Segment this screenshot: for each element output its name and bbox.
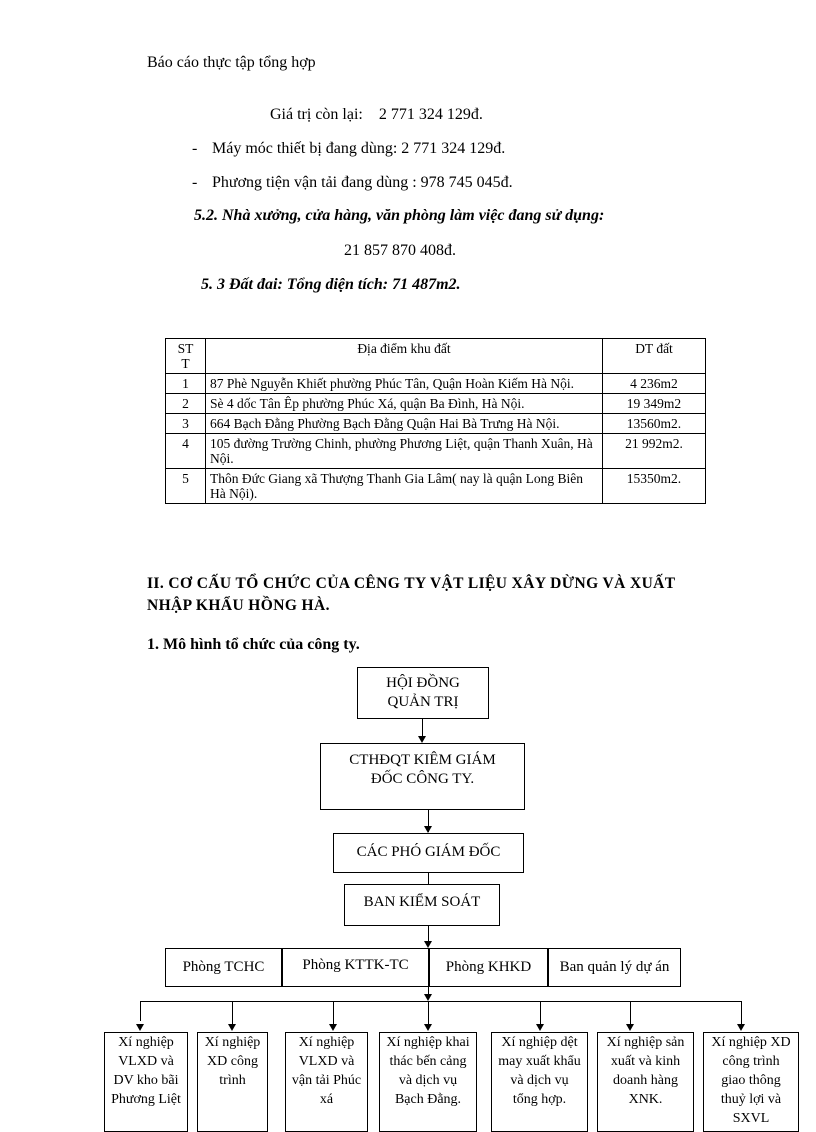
enterprise-line: Xí nghiệp XD	[711, 1035, 791, 1050]
section-2-heading-line1: II. CƠ CẤU TỔ CHỨC CỦA CÊNG TY VẬT LIỆU XÂY DỪNG VÀ XUẤT	[147, 575, 676, 592]
enterprise-box-7	[703, 1032, 799, 1132]
arrow-down-icon	[228, 1024, 236, 1031]
machinery-item	[192, 140, 505, 158]
dept-kttk-tc-box: Phòng KTTK-TC	[282, 948, 429, 987]
enterprise-line: DV kho bãi	[113, 1073, 179, 1088]
connector-line	[232, 1001, 233, 1025]
connector-line	[741, 1001, 742, 1025]
arrow-down-icon	[424, 994, 432, 1001]
row-area: 21 992m2.	[603, 434, 706, 469]
header-area: DT đất	[603, 339, 706, 374]
connector-line	[540, 1001, 541, 1025]
running-title: Báo cáo thực tập tổng hợp	[147, 54, 316, 71]
table-row	[166, 374, 706, 394]
horizontal-bus-line	[140, 1001, 742, 1002]
row-stt: 2	[166, 394, 206, 414]
section-5-3-heading: 5. 3 Đất đai: Tổng diện tích: 71 487m2.	[201, 276, 461, 293]
enterprise-line: Bạch Đằng.	[394, 1092, 462, 1107]
section-1-heading: 1. Mô hình tổ chức của công ty.	[147, 636, 360, 653]
table-row	[166, 434, 706, 469]
enterprise-line: Xí nghiệp	[298, 1035, 355, 1050]
machinery-text: Máy móc thiết bị đang dùng: 2 771 324 129đ.	[212, 140, 506, 157]
row-stt: 3	[166, 414, 206, 434]
enterprise-box-2	[197, 1032, 268, 1132]
remaining-value: Giá trị còn lại: 2 771 324 129đ.	[270, 106, 483, 123]
enterprise-line: XNK.	[628, 1092, 663, 1107]
connector-line	[140, 1001, 141, 1021]
enterprise-box-6	[597, 1032, 694, 1132]
board-line2: QUẢN TRỊ	[387, 694, 459, 710]
arrow-down-icon	[626, 1024, 634, 1031]
table-row	[166, 394, 706, 414]
enterprise-box-4	[379, 1032, 477, 1132]
row-area: 15350m2.	[603, 469, 706, 504]
enterprise-line: Xí nghiệp sản	[606, 1035, 685, 1050]
row-stt: 1	[166, 374, 206, 394]
enterprise-line: Xí nghiệp dệt	[501, 1035, 578, 1050]
row-area: 4 236m2	[603, 374, 706, 394]
deputies-box: CÁC PHÓ GIÁM ĐỐC	[333, 833, 524, 873]
arrow-down-icon	[424, 826, 432, 833]
land-table	[165, 338, 706, 504]
director-line1: CTHĐQT KIÊM GIÁM	[349, 752, 496, 768]
arrow-down-icon	[424, 941, 432, 948]
arrow-down-icon	[424, 1024, 432, 1031]
table-row	[166, 414, 706, 434]
connector-line	[333, 1001, 334, 1025]
row-location: 87 Phè Nguyễn Khiết phường Phúc Tân, Quận Hoàn Kiếm Hà Nội.	[206, 374, 603, 394]
connector-line	[428, 1001, 429, 1025]
connector-line	[630, 1001, 631, 1025]
dept-khkd-box: Phòng KHKD	[429, 948, 548, 987]
row-location: Thôn Đức Giang xã Thượng Thanh Gia Lâm( nay là quận Long Biên Hà Nội).	[206, 469, 603, 504]
enterprise-line: thuỷ lợi và	[720, 1092, 782, 1107]
enterprise-line: tổng hợp.	[512, 1092, 567, 1107]
row-location: Sè 4 dốc Tân Êp phường Phúc Xá, quận Ba Đình, Hà Nội.	[206, 394, 603, 414]
row-location: 664 Bạch Đằng Phường Bạch Đằng Quận Hai Bà Trưng Hà Nội.	[206, 414, 603, 434]
dept-project-mgmt-box: Ban quản lý dự án	[548, 948, 681, 987]
vehicles-item	[192, 174, 513, 192]
enterprise-box-5	[491, 1032, 588, 1132]
enterprise-line: SXVL	[732, 1111, 770, 1126]
header-location: Địa điểm khu đất	[206, 339, 603, 374]
enterprise-line: thác bến cảng	[389, 1054, 467, 1069]
enterprise-box-3	[285, 1032, 368, 1132]
enterprise-line: trình	[219, 1073, 246, 1088]
enterprise-line: vận tải Phúc	[291, 1073, 362, 1088]
enterprise-line: VLXD và	[298, 1054, 355, 1069]
enterprise-line: xá	[319, 1092, 334, 1107]
section-2-heading-line2: NHẬP KHẨU HỒNG HÀ.	[147, 597, 330, 614]
enterprise-line: xuất và kinh	[610, 1054, 681, 1069]
enterprise-line: giao thông	[721, 1073, 781, 1088]
enterprise-line: XD công	[207, 1054, 258, 1069]
row-area: 13560m2.	[603, 414, 706, 434]
enterprise-line: Xí nghiệp khai	[386, 1035, 470, 1050]
arrow-down-icon	[536, 1024, 544, 1031]
director-line2: ĐỐC CÔNG TY.	[370, 771, 475, 787]
enterprise-line: may xuất khẩu	[498, 1054, 581, 1069]
control-board-box: BAN KIỂM SOÁT	[344, 884, 500, 926]
header-stt: ST T	[166, 339, 206, 374]
vehicles-text: Phương tiện vận tải đang dùng : 978 745 045đ.	[212, 174, 513, 191]
section-5-2-value: 21 857 870 408đ.	[344, 242, 456, 259]
enterprise-line: và dịch vụ	[398, 1073, 458, 1088]
enterprise-line: doanh hàng	[613, 1073, 678, 1088]
enterprise-box-1	[104, 1032, 188, 1132]
enterprise-line: Xí nghiệp	[204, 1035, 261, 1050]
enterprise-line: và dịch vụ	[510, 1073, 569, 1088]
table-row	[166, 469, 706, 504]
arrow-down-icon	[329, 1024, 337, 1031]
section-5-2-heading: 5.2. Nhà xưởng, cửa hàng, văn phòng làm việc đang sử dụng:	[194, 207, 605, 224]
row-location: 105 đường Trường Chinh, phường Phương Liệt, quận Thanh Xuân, Hà Nội.	[206, 434, 603, 469]
bullet: -	[192, 140, 198, 157]
enterprise-line: Phương Liệt	[111, 1092, 181, 1107]
enterprise-line: VLXD và	[118, 1054, 174, 1069]
row-stt: 4	[166, 434, 206, 469]
enterprise-line: Xí nghiệp	[118, 1035, 174, 1050]
row-stt: 5	[166, 469, 206, 504]
dept-tchc-box: Phòng TCHC	[165, 948, 282, 987]
board-line1: HỘI ĐỒNG	[386, 675, 460, 691]
arrow-down-icon	[418, 736, 426, 743]
arrow-down-icon	[136, 1024, 144, 1031]
arrow-down-icon	[737, 1024, 745, 1031]
row-area: 19 349m2	[603, 394, 706, 414]
enterprise-line: công trình	[722, 1054, 780, 1069]
director-box	[320, 743, 525, 810]
bullet: -	[192, 174, 198, 191]
board-of-directors-box	[357, 667, 489, 719]
table-header-row	[166, 339, 706, 374]
